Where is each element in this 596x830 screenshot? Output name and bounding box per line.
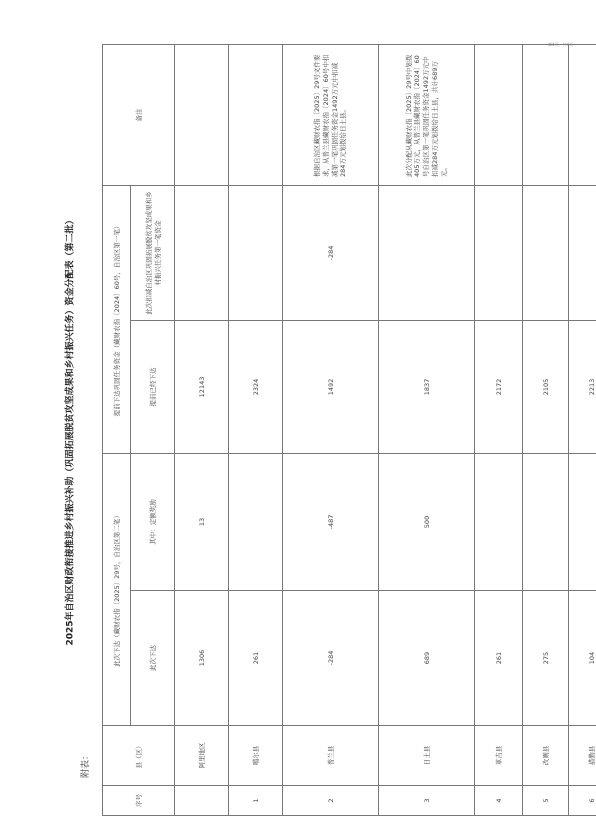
cell-county: 革吉县 <box>475 726 523 786</box>
cell-reward <box>229 453 283 590</box>
table-row <box>475 44 523 815</box>
cell-seq: 6 <box>569 786 596 816</box>
cell-advance: 1492 <box>283 320 379 453</box>
document-title: 2025年自治区财政衔接推进乡村振兴补助（巩固拓展脱贫攻坚成果和乡村振兴任务）资金分配表（第二批） <box>65 214 76 646</box>
cell-reward <box>475 453 523 590</box>
page-number: 第4页，共4页 <box>548 42 574 47</box>
header-advance: 提前已经下达 <box>131 320 175 453</box>
cell-reward: 500 <box>379 453 475 590</box>
header-row-top <box>103 44 131 815</box>
header-seq: 序号 <box>103 786 175 816</box>
cell-issued: 261 <box>229 591 283 726</box>
cell-deduct <box>379 185 475 320</box>
cell-county: 改则县 <box>523 726 569 786</box>
header-deduct: 此次扣减自治区巩固拓展脱贫攻坚成果和乡村振兴任务第一笔资金 <box>131 185 175 320</box>
cell-seq: 4 <box>475 786 523 816</box>
table-container <box>102 45 596 816</box>
header-county: 县（区） <box>103 726 175 786</box>
cell-reward <box>523 453 569 590</box>
allocation-table <box>102 44 596 816</box>
header-issued: 此次下达 <box>131 591 175 726</box>
cell-county: 普兰县 <box>283 726 379 786</box>
cell-note: 根据自治区藏财农指〔2025〕29号文件要求，从普兰县藏财农指〔2024〕60号中扣减第一笔巩固任务资金1492万元中扣减284万元划拨给日土县。 <box>283 44 379 185</box>
cell-seq: 1 <box>229 786 283 816</box>
attachment-label: 附表： <box>81 750 91 778</box>
header-reward: 其中：定额奖励 <box>131 453 175 590</box>
cell-deduct: -284 <box>283 185 379 320</box>
cell-deduct <box>229 185 283 320</box>
cell-advance: 2213 <box>569 320 596 453</box>
cell-advance: 2172 <box>475 320 523 453</box>
cell-reward: -487 <box>283 453 379 590</box>
title-container <box>58 45 80 815</box>
cell-issued: 261 <box>475 591 523 726</box>
table-row <box>175 44 229 815</box>
cell-seq <box>175 786 229 816</box>
cell-note <box>569 44 596 185</box>
table-row <box>569 44 596 815</box>
cell-reward <box>569 453 596 590</box>
cell-seq: 3 <box>379 786 475 816</box>
cell-issued: 104 <box>569 591 596 726</box>
cell-advance: 12143 <box>175 320 229 453</box>
table-row <box>523 44 569 815</box>
cell-deduct <box>475 185 523 320</box>
cell-county: 措勤县 <box>569 726 596 786</box>
table-row <box>379 44 475 815</box>
cell-advance: 1837 <box>379 320 475 453</box>
header-group-advance: 提前下达巩固任务资金（藏财农指〔2024〕60号，自治区第一笔） <box>103 185 131 453</box>
cell-county: 噶尔县 <box>229 726 283 786</box>
cell-deduct <box>569 185 596 320</box>
cell-issued: 689 <box>379 591 475 726</box>
cell-deduct <box>175 185 229 320</box>
cell-deduct <box>523 185 569 320</box>
cell-note <box>475 44 523 185</box>
cell-issued: 275 <box>523 591 569 726</box>
cell-seq: 5 <box>523 786 569 816</box>
cell-advance: 2324 <box>229 320 283 453</box>
cell-note: 此次分配从藏财农指〔2025〕29号中划拨405万元，从普兰县藏财农指〔2024〕60号自治区第一笔巩固任务资金1492万元中扣减284万元划拨给日土县，共计689万元。 <box>379 44 475 185</box>
table-row <box>283 44 379 815</box>
cell-note <box>175 44 229 185</box>
cell-issued: 1306 <box>175 591 229 726</box>
cell-advance: 2105 <box>523 320 569 453</box>
cell-note <box>229 44 283 185</box>
table-row <box>229 44 283 815</box>
cell-note <box>523 44 569 185</box>
cell-county: 日土县 <box>379 726 475 786</box>
header-group-issued: 此次下达（藏财农指〔2025〕29号，自治区第二笔） <box>103 453 131 725</box>
cell-reward: 13 <box>175 453 229 590</box>
cell-county: 阿里地区 <box>175 726 229 786</box>
cell-seq: 2 <box>283 786 379 816</box>
header-remarks: 备注 <box>103 44 175 185</box>
cell-issued: -284 <box>283 591 379 726</box>
